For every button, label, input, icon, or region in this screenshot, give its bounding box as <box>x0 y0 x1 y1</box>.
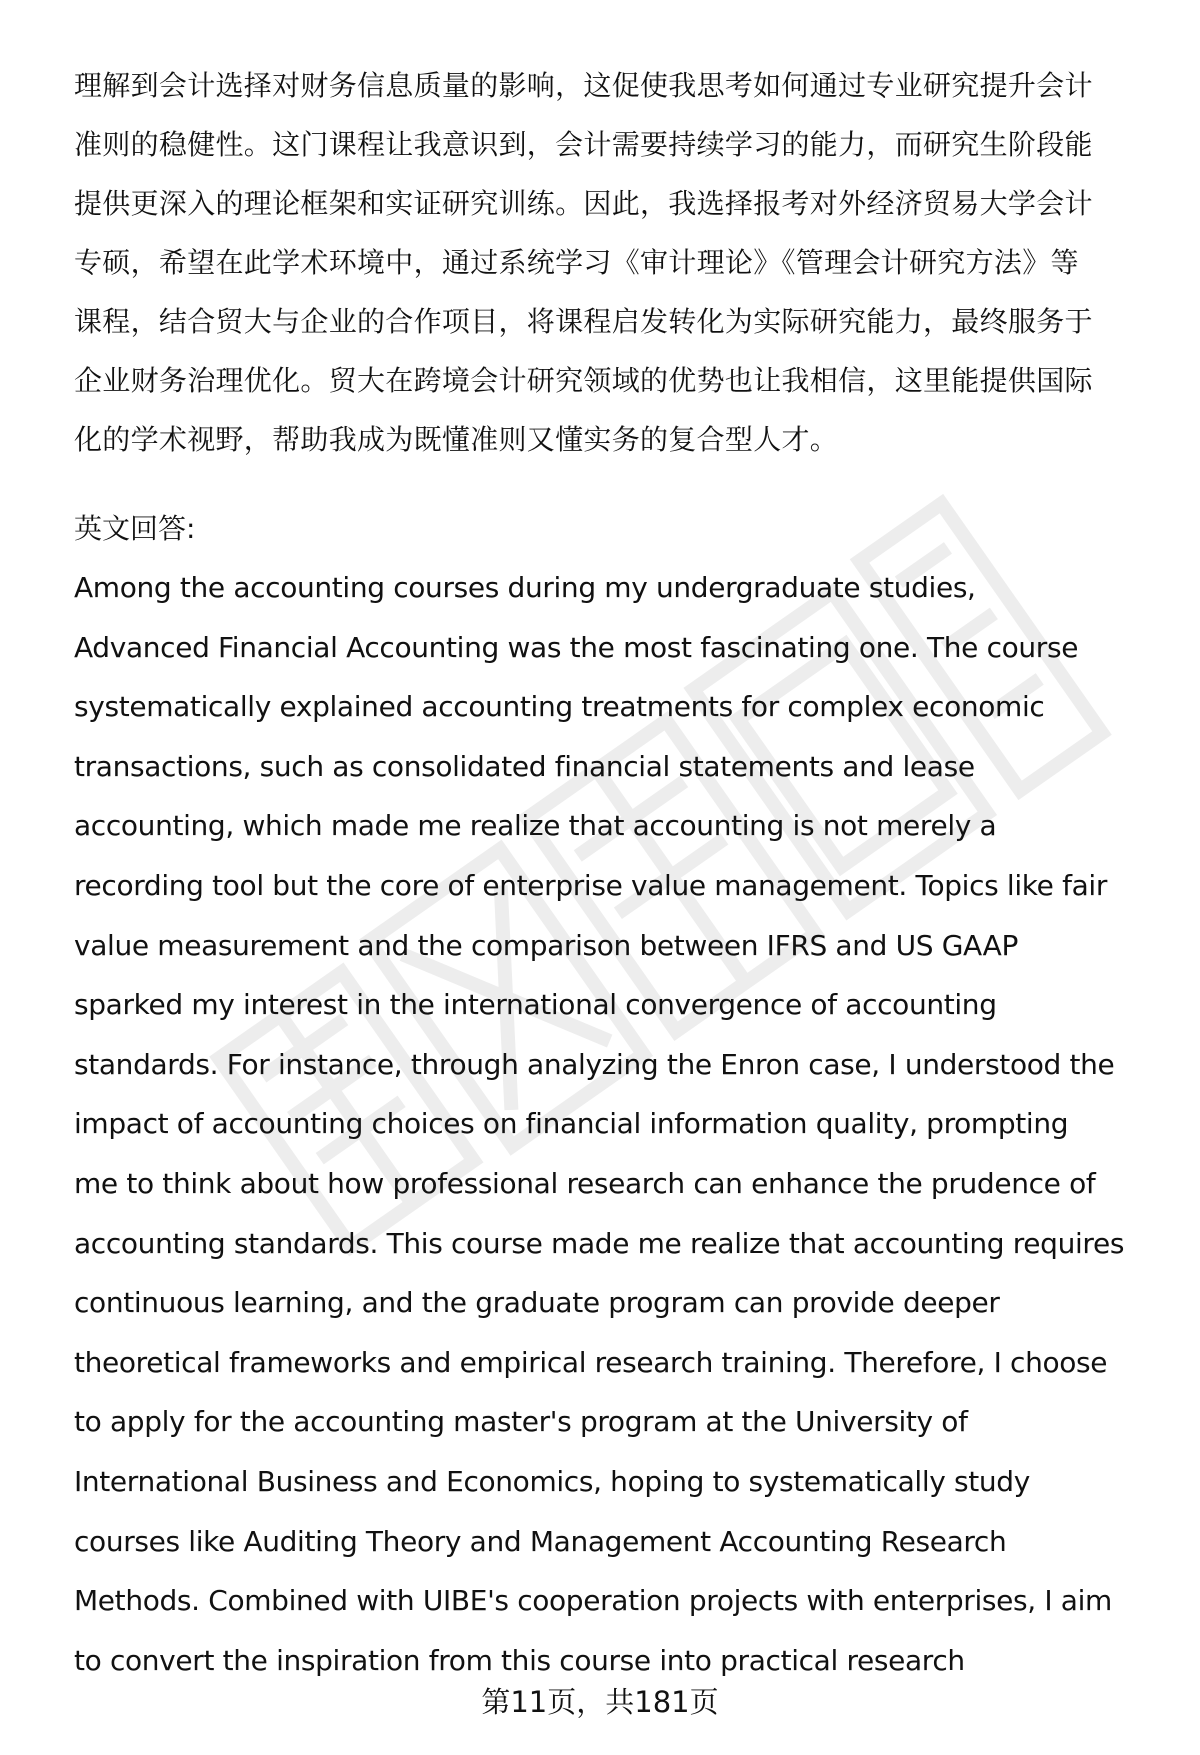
paragraph-line: 企业财务治理优化。贸大在跨境会计研究领域的优势也让我相信，这里能提供国际 <box>74 364 1093 397</box>
paragraph-line: Advanced Financial Accounting was the most fascinating one. The course <box>74 630 1079 664</box>
paragraph-line: to apply for the accounting master's program at the University of <box>74 1405 968 1439</box>
paragraph-line: standards. For instance, through analyzing the Enron case, I understood the <box>74 1047 1115 1081</box>
paragraph-line: 理解到会计选择对财务信息质量的影响，这促使我思考如何通过专业研究提升会计 <box>74 69 1093 102</box>
paragraph-line: to convert the inspiration from this course into practical research <box>74 1643 965 1677</box>
paragraph-line: theoretical frameworks and empirical research training. Therefore, I choose <box>74 1345 1108 1379</box>
paragraph-line: accounting, which made me realize that accounting is not merely a <box>74 809 997 843</box>
paragraph-line: me to think about how professional research can enhance the prudence of <box>74 1166 1096 1200</box>
paragraph-line: 课程，结合贸大与企业的合作项目，将课程启发转化为实际研究能力，最终服务于 <box>74 305 1093 338</box>
paragraph-line: 专硕，希望在此学术环境中，通过系统学习《审计理论》《管理会计研究方法》等 <box>74 246 1079 279</box>
paragraph-line: 提供更深入的理论框架和实证研究训练。因此，我选择报考对外经济贸易大学会计 <box>74 187 1093 220</box>
paragraph-line: systematically explained accounting treatments for complex economic <box>74 690 1045 724</box>
paragraph-line: International Business and Economics, hoping to systematically study <box>74 1464 1030 1498</box>
paragraph-line: value measurement and the comparison between IFRS and US GAAP <box>74 928 1018 962</box>
page-number-footer: 第11页，共181页 <box>481 1685 719 1719</box>
paragraph-line: impact of accounting choices on financial information quality, prompting <box>74 1107 1069 1141</box>
paragraph-line: 化的学术视野，帮助我成为既懂准则又懂实务的复合型人才。 <box>74 423 839 456</box>
paragraph-line: Among the accounting courses during my undergraduate studies, <box>74 571 976 604</box>
paragraph-line: sparked my interest in the international convergence of accounting <box>74 988 997 1022</box>
paragraph-line: transactions, such as consolidated financial statements and lease <box>74 749 975 783</box>
paragraph-line: Methods. Combined with UIBE's cooperation projects with enterprises, I aim <box>74 1584 1112 1618</box>
english-answer-paragraph <box>74 558 1164 1690</box>
chinese-answer-paragraph <box>74 56 1159 469</box>
paragraph-line: recording tool but the core of enterprise value management. Topics like fair <box>74 868 1107 902</box>
paragraph-line: continuous learning, and the graduate program can provide deeper <box>74 1286 1000 1320</box>
paragraph-line: accounting standards. This course made me realize that accounting requires <box>74 1226 1125 1260</box>
paragraph-line: courses like Auditing Theory and Management Accounting Research <box>74 1524 1007 1558</box>
english-answer-heading: 英文回答: <box>74 512 196 545</box>
paragraph-line: 准则的稳健性。这门课程让我意识到，会计需要持续学习的能力，而研究生阶段能 <box>74 128 1093 161</box>
